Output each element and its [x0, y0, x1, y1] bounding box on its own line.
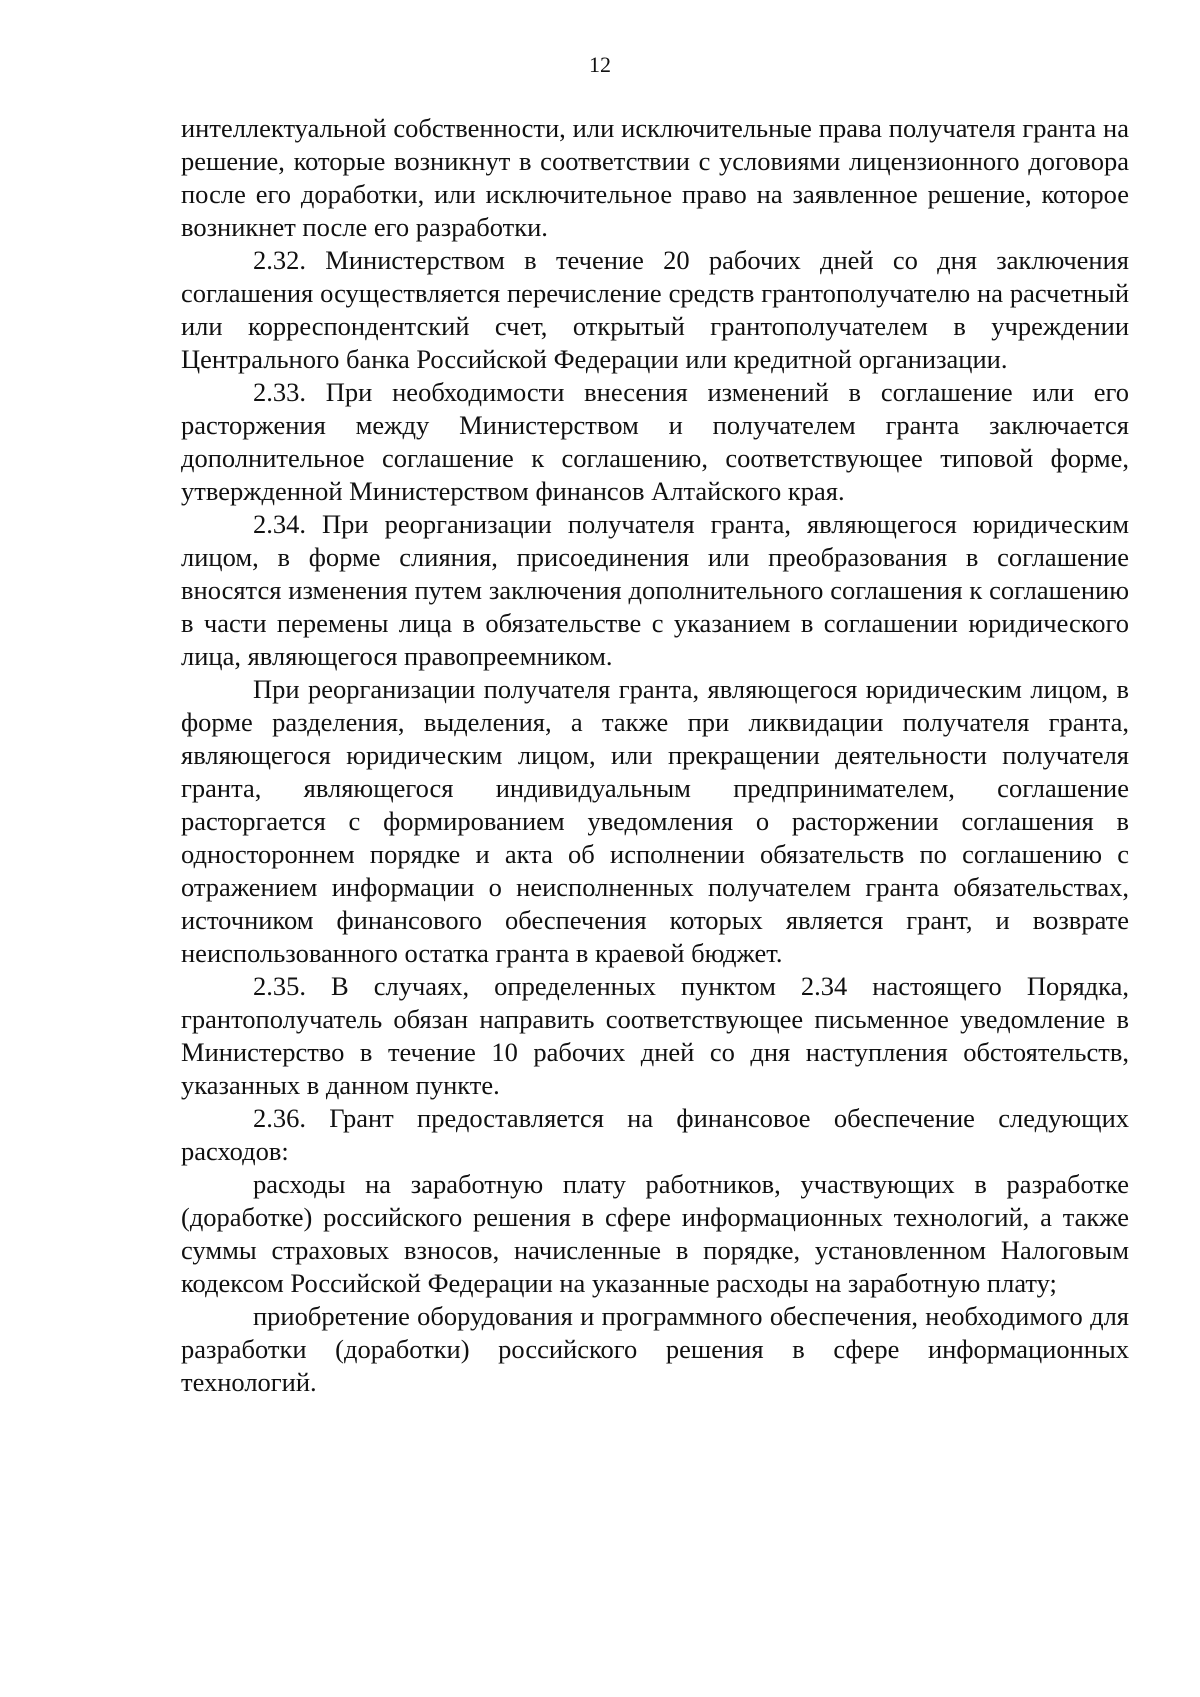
paragraph-2-35: 2.35. В случаях, определенных пунктом 2.34 настоящего Порядка, грантополучатель обязан направить соответствующее письменное уведомление в Министерство в течение 10 рабочих дней со дня наступления обстоятельств, указанных в данном пункте. [181, 971, 1129, 1100]
paragraph-2-34: 2.34. При реорганизации получателя гранта, являющегося юридическим лицом, в форме слияния, присоединения или преобразования в соглашение вносятся изменения путем заключения дополнительного соглашения к соглашению в части перемены лица в обязательстве с указанием в соглашении юридического лица, являющегося правопреемником. [181, 509, 1129, 671]
paragraph-equipment-expenses: приобретение оборудования и программного обеспечения, необходимого для разработки (доработки) российского решения в сфере информационных технологий. [181, 1301, 1129, 1397]
document-body [181, 112, 1129, 1399]
paragraph-continuation: интеллектуальной собственности, или исключительные права получателя гранта на решение, которые возникнут в соответствии с условиями лицензионного договора после его доработки, или исключительное право на заявленное решение, которое возникнет после его разработки. [181, 113, 1129, 242]
paragraph-2-33: 2.33. При необходимости внесения изменений в соглашение или его расторжения между Министерством и получателем гранта заключается дополнительное соглашение к соглашению, соответствующее типовой форме, утвержденной Министерством финансов Алтайского края. [181, 377, 1129, 506]
paragraph-salary-expenses: расходы на заработную плату работников, участвующих в разработке (доработке) российского решения в сфере информационных технологий, а также суммы страховых взносов, начисленные в порядке, установленном Налоговым кодексом Российской Федерации на указанные расходы на заработную плату; [181, 1169, 1129, 1298]
paragraph-2-34-reorganization: При реорганизации получателя гранта, являющегося юридическим лицом, в форме разделения, выделения, а также при ликвидации получателя гранта, являющегося юридическим лицом, или прекращении деятельности получателя гранта, являющегося индивидуальным предпринимателем, соглашение расторгается с формированием уведомления о расторжении соглашения в одностороннем порядке и акта об исполнении обязательств по соглашению с отражением информации о неисполненных получателем гранта обязательствах, источником финансового обеспечения которых является грант, и возврате неиспользованного остатка гранта в краевой бюджет. [181, 674, 1129, 968]
paragraph-2-32: 2.32. Министерством в течение 20 рабочих дней со дня заключения соглашения осуществляется перечисление средств грантополучателю на расчетный или корреспондентский счет, открытый грантополучателем в учреждении Центрального банка Российской Федерации или кредитной организации. [181, 245, 1129, 374]
page-number: 12 [589, 52, 611, 77]
paragraph-2-36: 2.36. Грант предоставляется на финансовое обеспечение следующих расходов: [181, 1103, 1129, 1166]
